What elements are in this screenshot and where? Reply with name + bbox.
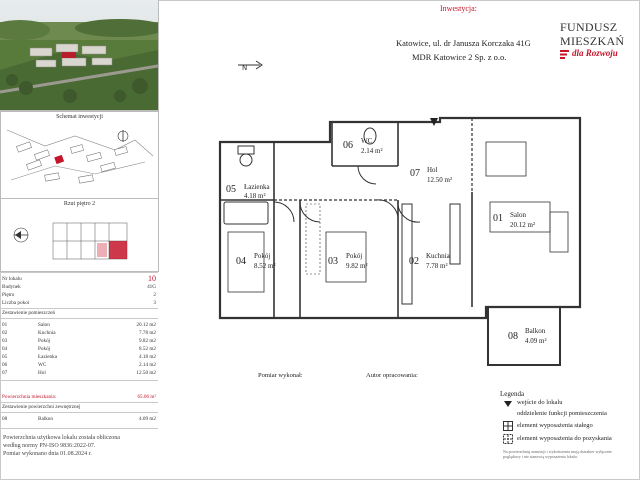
room-area: 4.18 m2 xyxy=(138,354,156,360)
room-03-area: 9.82 m² xyxy=(346,262,368,270)
total-area-value: 65.06 m² xyxy=(137,394,156,400)
rooms-count-label: Liczba pokoi xyxy=(2,300,30,306)
external-name: Balkon xyxy=(38,416,53,422)
room-name: Kuchnia xyxy=(38,330,56,336)
room-08-num: 08 xyxy=(508,331,518,342)
aerial-photo xyxy=(0,0,159,111)
legend-note-1: Na powierzchnię aranżacji i wykończenia mają charakter wyłącznie xyxy=(503,449,612,454)
rooms-header: Zestawienie pomieszczeń xyxy=(2,310,56,316)
room-no: 06 xyxy=(2,362,8,368)
room-row xyxy=(0,346,158,353)
room-no: 05 xyxy=(2,354,8,360)
note-line-2: według normy PN-ISO 9836:2022-07. xyxy=(3,443,96,449)
room-02-num: 02 xyxy=(409,256,419,267)
room-area: 12.50 m2 xyxy=(136,370,156,376)
legend-item-optional: element wyposażenia do pozyskania xyxy=(517,435,612,442)
floor-key-title: Rzut piętro 2 xyxy=(63,201,96,207)
room-area: 9.82 m2 xyxy=(138,338,156,344)
entrance-icon xyxy=(503,400,513,408)
legend-item-fixed: element wyposażenia stałego xyxy=(517,422,593,429)
room-02-area: 7.78 m² xyxy=(426,262,448,270)
room-01-num: 01 xyxy=(493,213,503,224)
room-08-area: 4.09 m² xyxy=(525,337,547,345)
logo-line-3: dla Rozwoju xyxy=(572,48,618,58)
investment-company: MDR Katowice 2 Sp. z o.o. xyxy=(412,52,507,62)
legend-note-2: poglądowy i nie stanowią wyposażenia lokalu. xyxy=(503,454,578,459)
external-header: Zestawienie powierzchni zewnętrznej xyxy=(2,404,81,410)
unit-nr-value: 10 xyxy=(148,274,156,283)
room-area: 20.12 m2 xyxy=(136,322,156,328)
unit-nr-label: Nr lokalu xyxy=(2,276,22,282)
room-04-num: 04 xyxy=(236,256,246,267)
note-line-1: Powierzchnia użytkowa lokalu została obliczona xyxy=(3,435,120,441)
legend-note xyxy=(503,449,612,459)
room-06-area: 2.14 m² xyxy=(361,147,383,155)
scheme-title: Schemat inwestycji xyxy=(56,114,103,120)
investment-scheme xyxy=(0,111,159,199)
room-no: 01 xyxy=(2,322,8,328)
room-05-area: 4.18 m² xyxy=(244,192,266,200)
logo-mark-icon xyxy=(560,50,570,59)
room-07-name: Hol xyxy=(427,166,438,174)
total-area-label: Powierzchnia mieszkania: xyxy=(2,394,57,400)
external-row xyxy=(0,416,158,423)
room-01-name: Salon xyxy=(510,211,526,219)
external-no: 08 xyxy=(2,416,8,422)
room-no: 02 xyxy=(2,330,8,336)
room-03-num: 03 xyxy=(328,256,338,267)
room-area: 7.78 m2 xyxy=(138,330,156,336)
note-line-3: Pomiar wykonano dnia 01.08.2024 r. xyxy=(3,451,92,457)
room-07-area: 12.50 m² xyxy=(427,176,453,184)
logo-line-1: FUNDUSZ xyxy=(560,20,618,34)
room-08-name: Balkon xyxy=(525,327,546,335)
logo-line-2: MIESZKAŃ xyxy=(560,34,625,48)
room-row xyxy=(0,362,158,369)
room-row xyxy=(0,354,158,361)
room-04-name: Pokój xyxy=(254,252,271,260)
room-name: Pokój xyxy=(38,338,51,344)
fixed-equipment-icon xyxy=(503,421,513,431)
room-no: 04 xyxy=(2,346,8,352)
room-row xyxy=(0,322,158,329)
legend-item-separation: oddzielenie funkcji pomieszczenia xyxy=(517,410,607,417)
room-06-name: WC xyxy=(361,137,373,145)
room-name: Łazienka xyxy=(38,354,58,360)
legend xyxy=(503,399,639,469)
room-row xyxy=(0,370,158,377)
building-label: Budynek xyxy=(2,284,21,290)
optional-equipment-icon xyxy=(503,434,513,444)
room-row xyxy=(0,330,158,337)
legend-title: Legenda xyxy=(500,390,525,398)
room-01-area: 20.12 m² xyxy=(510,221,536,229)
svg-text:N: N xyxy=(242,64,248,72)
external-area: 4.09 m2 xyxy=(138,416,156,422)
floor-value: 2 xyxy=(153,292,156,298)
room-name: Pokój xyxy=(38,346,51,352)
room-area: 8.52 m2 xyxy=(138,346,156,352)
room-06-num: 06 xyxy=(343,140,353,151)
room-no: 03 xyxy=(2,338,8,344)
room-03-name: Pokój xyxy=(346,252,363,260)
room-area: 2.14 m2 xyxy=(138,362,156,368)
room-name: WC xyxy=(38,362,47,368)
room-name: Hol xyxy=(38,370,46,376)
room-05-name: Łazienka xyxy=(244,183,270,191)
measurement-signature: Pomiar wykonał: xyxy=(258,372,303,379)
room-no: 07 xyxy=(2,370,8,376)
room-row xyxy=(0,338,158,345)
room-name: Salon xyxy=(38,322,50,328)
investment-address: Katowice, ul. dr Janusza Korczaka 41G xyxy=(396,38,531,48)
room-04-area: 8.52 m² xyxy=(254,262,276,270)
floor-key-plan xyxy=(0,198,159,272)
investment-label: Inwestycja: xyxy=(440,4,477,13)
room-05-num: 05 xyxy=(226,184,236,195)
building-value: 41G xyxy=(147,284,156,290)
legend-item-entrance: wejście do lokalu xyxy=(517,399,563,406)
rooms-count-value: 3 xyxy=(153,300,156,306)
author-signature: Autor opracowania: xyxy=(366,372,418,379)
north-arrow-icon xyxy=(236,58,266,72)
floor-label: Piętro xyxy=(2,292,15,298)
measurement-note xyxy=(3,434,120,458)
room-07-num: 07 xyxy=(410,168,420,179)
logo-sub-row xyxy=(560,48,638,60)
room-02-name: Kuchnia xyxy=(426,252,450,260)
fund-logo xyxy=(560,20,638,60)
